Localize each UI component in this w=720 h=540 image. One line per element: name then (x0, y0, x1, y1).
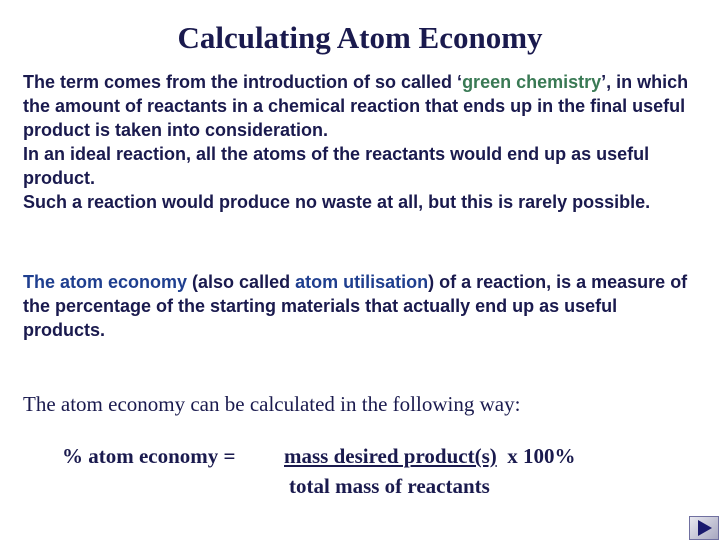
atom-economy-term: The atom economy (23, 272, 188, 292)
intro-text-pre: The term comes from the introduction of so called ‘ (23, 72, 463, 92)
calculation-intro: The atom economy can be calculated in the following way: (23, 392, 521, 416)
formula-label: % atom economy = (62, 444, 236, 468)
intro-paragraph (23, 70, 703, 214)
multiplier-text: x 100% (507, 444, 576, 468)
next-slide-button[interactable] (689, 516, 719, 540)
ideal-reaction-text: In an ideal reaction, all the atoms of the reactants would end up as useful product. (23, 144, 650, 188)
definition-text-mid: (also called (187, 272, 296, 292)
green-chemistry-term: green chemistry (462, 72, 602, 92)
next-slide-icon (690, 517, 718, 539)
no-waste-text: Such a reaction would produce no waste at all, but this is rarely possible. (23, 192, 651, 212)
definition-text-post: ) of a reaction, is a measure of the percentage of the starting materials that actually end up as useful products. (23, 272, 688, 340)
numerator-text: mass desired product(s) (284, 444, 497, 468)
atom-utilisation-term: atom utilisation (295, 272, 429, 292)
intro-text-post: ’, in which the amount of reactants in a chemical reaction that ends up in the final useful product is taken into consideration. (23, 72, 689, 140)
formula-denominator: total mass of reactants (289, 474, 490, 498)
definition-paragraph (23, 270, 703, 342)
page-title: Calculating Atom Economy (177, 20, 543, 55)
formula-numerator (284, 444, 576, 469)
